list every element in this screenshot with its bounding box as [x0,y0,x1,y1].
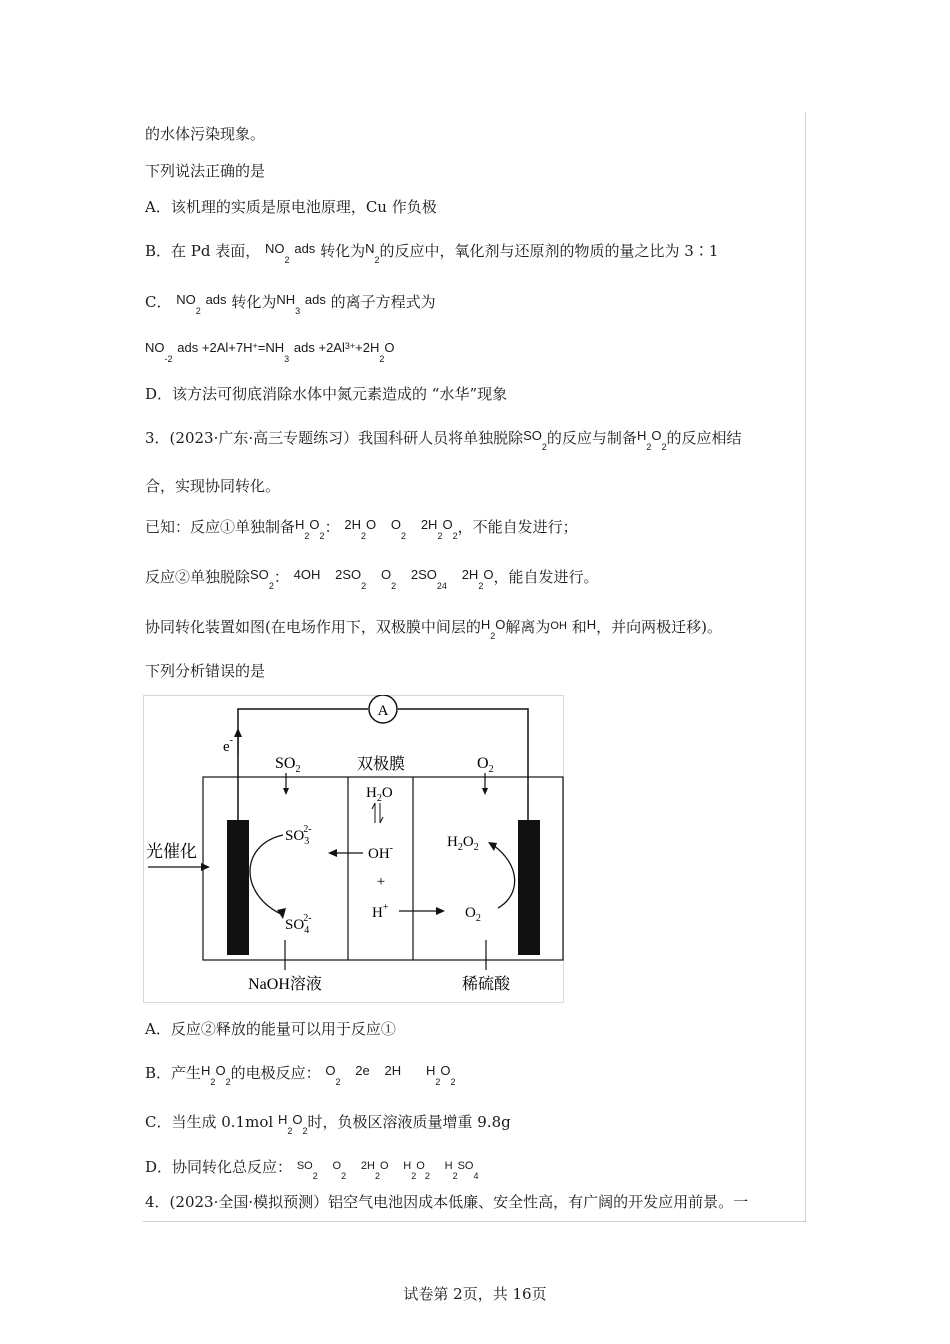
option-b-q2: B．在 Pd 表面， $NO_2$ ads 转化为$N_2$的反应中，氧化剂与还原剂的物质的量之比为 3∶1 [145,241,719,265]
bipolar-membrane-label: 双极膜 [356,756,406,773]
electron-label: e- [223,735,234,755]
page-footer: 试卷第 2页，共 16页 [403,1285,547,1303]
option-a-q3: A．反应②释放的能量可以用于反应① [145,1020,396,1038]
bottom-margin-rule [143,1221,806,1222]
naoh-solution-label: NaOH溶液 [248,976,322,993]
o2-bottom-label: $O_2$ [465,905,481,924]
sulfate-label: $SO_42-$ [285,913,312,936]
o2-top-label: $O_2$ [477,755,494,775]
question-3-stem-cont: 合，实现协同转化。 [145,477,281,495]
text-line-1: 的水体污染现象。 [145,125,266,143]
reaction-2: 反应②单独脱除$SO_2$： 4OH $2SO_2$ $O_2$ $2SO_{24}$ $2H_2O$，能自发进行。 [145,567,599,591]
water-label: $H_2O$ [366,785,393,804]
electrolytic-tank [203,777,563,960]
diagram-frame [144,696,564,1003]
option-b-q3: B．产生$H_2O_2$的电极反应： $O_2$ 2e 2H $H_2O_2$ [145,1063,456,1087]
ammeter-label: A [377,703,389,719]
right-electrode [518,820,540,955]
question-3-stem: 3．(2023·广东·高三专题练习）我国科研人员将单独脱除$SO_2$的反应与制备$H_2O_2$的反应相结 [145,428,742,452]
left-electrode [227,820,249,955]
left-cycle-arc [250,835,283,915]
hydrogen-ion-label: H+ [372,902,389,921]
hydroxide-label: OH- [368,843,394,862]
option-c-q3: C．当生成 0.1mol $H_2O_2$时，负极区溶液质量增重 9.8g [145,1112,511,1136]
right-cycle-arrow-icon [488,842,497,851]
o2-down-arrow-icon [482,788,488,795]
device-description: 协同转化装置如图(在电场作用下，双极膜中间层的$H_2O$解离为$^{OH}$ 和H，并向两极迁移)。 [145,617,722,641]
dilute-sulfuric-acid-label: 稀硫酸 [461,976,511,993]
question-prompt: 下列分析错误的是 [145,662,266,680]
reaction-1: 已知：反应①单独制备$H_2O_2$： $2H_2O$ $O_2$ $2H_2O_2$，不能自发进行； [145,517,578,541]
light-arrow-icon [201,863,210,871]
so2-down-arrow-icon [283,788,289,795]
question-4-stem: 4．(2023·全国·模拟预测）铝空气电池因成本低廉、安全性高，有广阔的开发应用前景。一 [145,1193,749,1211]
option-d-q2: D．该方法可彻底消除水体中氮元素造成的 “水华”现象 [145,385,508,403]
photocatalysis-label: 光催化 [146,842,197,861]
electron-arrow-icon [234,728,242,737]
wire-right [398,709,528,820]
sulfite-label: $SO_32-$ [285,824,312,847]
so2-top-label: $SO_2$ [275,755,301,775]
right-margin-rule [805,112,806,1222]
right-cycle-arc [493,845,515,908]
hydrogen-peroxide-label: $H_2O_2$ [447,834,479,853]
option-d-q3: D．协同转化总反应： $^{SO}_2$ $^O_2$ $^{2H}_2^O$ $^H_2^O_2$ $^H_2^{SO}_4$ [145,1158,479,1181]
option-a-q2: A．该机理的实质是原电池原理，Cu 作负极 [145,198,437,216]
text-line-2: 下列说法正确的是 [145,162,266,180]
h-right-arrow-icon [436,907,445,915]
electrochemical-cell-diagram [143,695,564,1003]
ionic-equation: $NO_{-2}$ ads $+2Al+7H^+=NH_3$ ads $+2Al^{3+}+2H_2O$ [145,340,395,364]
oh-left-arrow-icon [328,849,337,857]
plus-sign: + [376,874,386,890]
option-c-q2: C． $NO_2$ ads 转化为$NH_3$ ads 的离子方程式为 [145,292,436,316]
